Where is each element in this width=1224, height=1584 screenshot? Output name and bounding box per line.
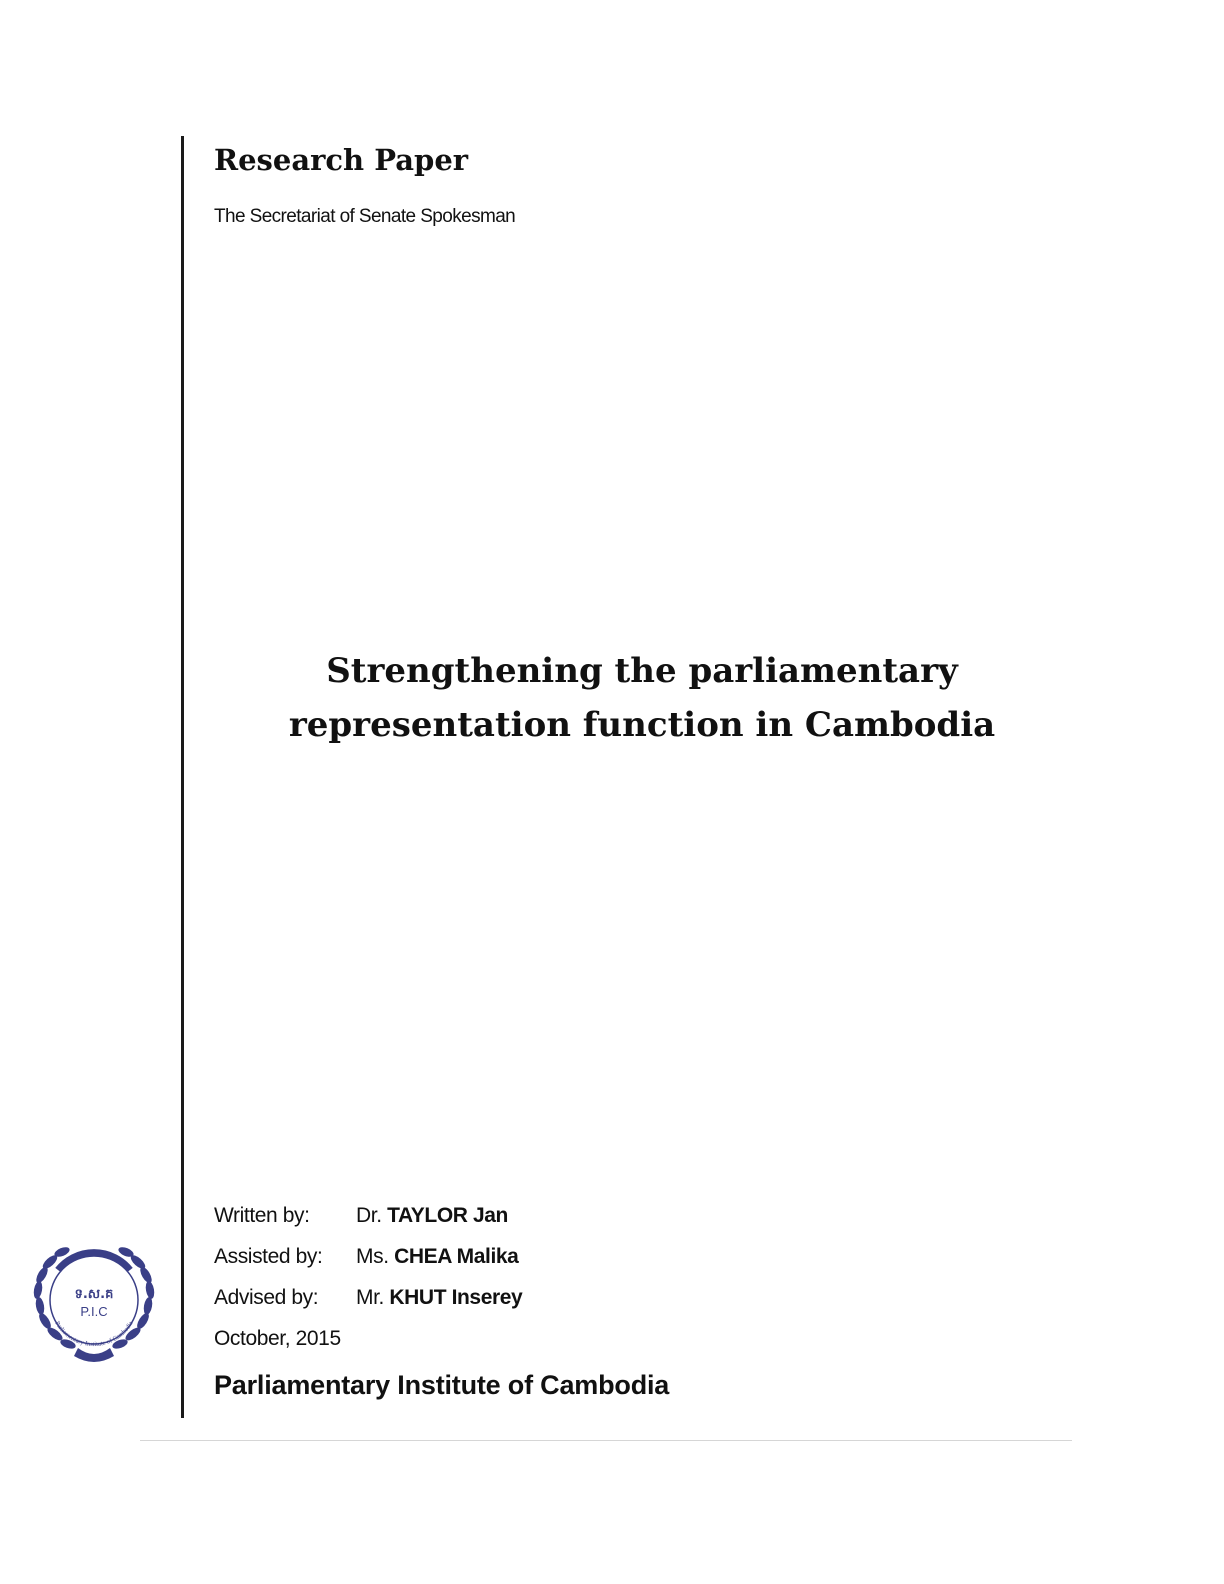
institute-name: Parliamentary Institute of Cambodia — [214, 1370, 670, 1400]
credit-name: TAYLOR Jan — [387, 1204, 508, 1227]
logo-abbreviation: ទ.ស.គ — [74, 1287, 114, 1302]
logo-ring-text: Parliamentary Institute of Cambodia — [53, 1320, 135, 1349]
footer-divider — [140, 1440, 1072, 1441]
pic-emblem-icon — [26, 1240, 162, 1370]
credits-block — [214, 1200, 522, 1364]
credit-honorific: Ms. — [356, 1245, 389, 1268]
pic-logo — [26, 1240, 162, 1370]
paper-title-line-2: representation function in Cambodia — [288, 705, 996, 745]
credit-label: Written by: — [214, 1204, 310, 1227]
credit-honorific: Mr. — [356, 1286, 384, 1309]
credit-row-assisted-by — [214, 1241, 522, 1282]
department-subtitle: The Secretariat of Senate Spokesman — [214, 206, 516, 227]
credit-row-written-by — [214, 1200, 522, 1241]
left-vertical-rule — [181, 136, 184, 1418]
credit-name: CHEA Malika — [394, 1245, 519, 1268]
credit-name: KHUT Inserey — [389, 1286, 523, 1309]
paper-title-line-1: Strengthening the parliamentary — [326, 651, 958, 691]
publication-date: October, 2015 — [214, 1327, 341, 1350]
credit-honorific: Dr. — [356, 1204, 382, 1227]
logo-initials: P.I.C — [80, 1304, 108, 1319]
paper-title — [214, 644, 1070, 752]
credit-row-advised-by — [214, 1282, 522, 1323]
document-type-heading: Research Paper — [214, 143, 469, 177]
credit-label: Advised by: — [214, 1286, 319, 1309]
credit-label: Assisted by: — [214, 1245, 323, 1268]
